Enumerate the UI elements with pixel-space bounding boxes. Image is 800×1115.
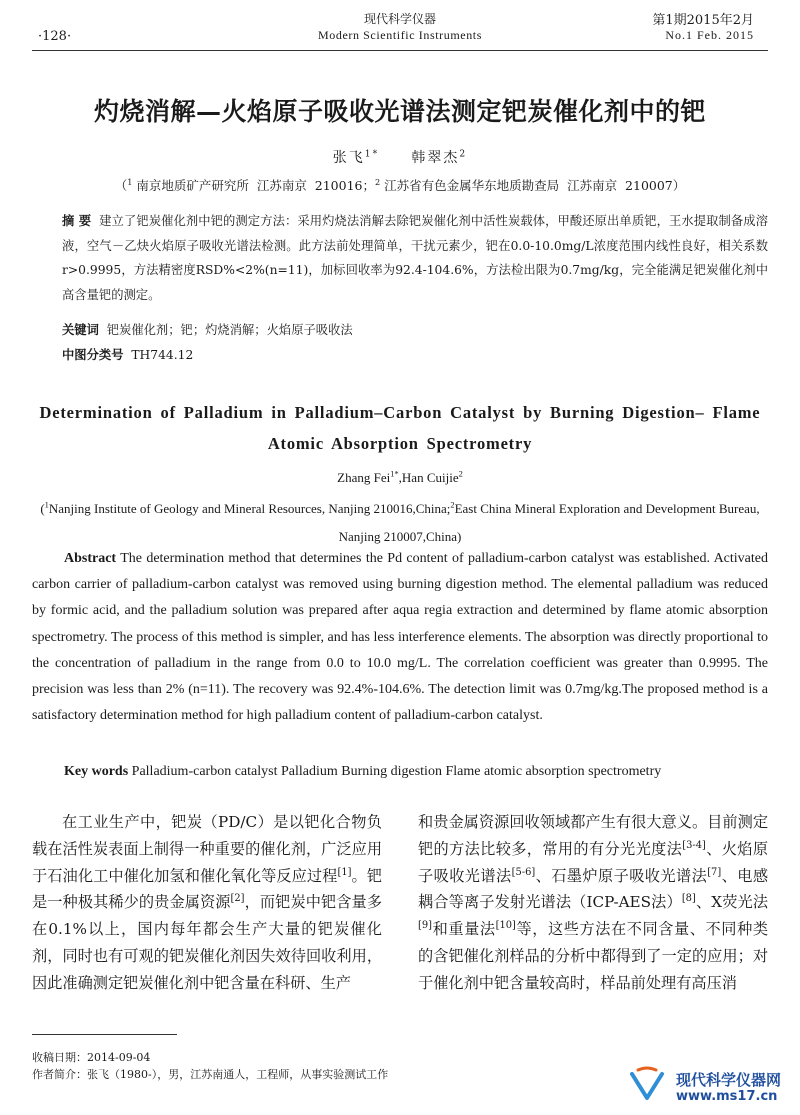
abstract-en (32, 546, 768, 729)
issue-date-cn: 第1期2015年2月 (652, 13, 754, 28)
watermark-url[interactable]: www.ms17.cn (676, 1089, 778, 1104)
running-header-journal-cn: 现代科学仪器 (363, 12, 436, 26)
author-sep: , (398, 470, 402, 485)
citation-ref: [7] (707, 866, 722, 878)
body-right-text-2: 、火焰原子吸收光谱法 (418, 839, 769, 885)
body-right-text-6: 和重量法 (432, 920, 496, 939)
header-divider (32, 50, 768, 51)
citation-ref: [5-6] (511, 866, 536, 878)
keywords-cn-label: 关键词 (62, 322, 99, 337)
citation-ref: [9] (418, 920, 432, 932)
author-bio: 作者简介：张飞（1980-），男，江苏南通人，工程师，从事实验测试工作 (32, 1068, 389, 1081)
issue-date-en: No.1 Feb. 2015 (665, 28, 754, 42)
authors-cn (0, 147, 800, 167)
footnote-divider (32, 1034, 177, 1035)
affiliation-cn (0, 176, 800, 194)
body-right-text-5: 、X荧光法 (695, 893, 769, 912)
affil-en-open: ( (40, 501, 45, 516)
affil-en-mark-1: 1 (44, 499, 49, 510)
paper-title-en-line2: Atomic Absorption Spectrometry (267, 434, 533, 453)
received-date: 收稿日期：2014-09-04 (32, 1051, 151, 1064)
keywords-en-text: Palladium-carbon catalyst Palladium Burning digestion Flame atomic absorption spectrometry (131, 764, 662, 779)
affil-mark-1: 1 (127, 176, 133, 187)
author-1-en: Zhang Fei (337, 470, 391, 485)
author-2-cn: 韩翠杰 (411, 150, 460, 166)
abstract-cn-label: 摘 要 (62, 213, 92, 228)
clc-value: TH744.12 (131, 348, 194, 362)
clc-label: 中图分类号 (62, 347, 124, 362)
author-1-mark: 1* (364, 149, 380, 160)
keywords-en (64, 764, 661, 780)
paper-title-en-line1: Determination of Palladium in Palladium–Carbon Catalyst by Burning Digestion– Flame (39, 403, 761, 422)
running-header-journal-en: Modern Scientific Instruments (317, 28, 483, 42)
watermark-site-name: 现代科学仪器网 (676, 1071, 782, 1089)
citation-ref: [1] (337, 866, 352, 878)
author-1-cn: 张飞 (332, 150, 365, 166)
citation-ref: [3-4] (682, 839, 706, 851)
affil-open: （ (114, 178, 128, 193)
body-left-text-1: 在工业生产中，钯炭（PD/C）是以钯化合物负载在活性炭表面上制得一种重要的催化剂，广泛应用于石油化工中催化加氢和催化氧化等反应过程 (32, 813, 382, 885)
citation-ref: [8] (681, 893, 696, 905)
paper-title-en (30, 397, 770, 459)
body-left-text-3: ，而钯炭中钯含量多在0.1%以上，国内每年都会生产大量的钯炭催化剂，同时也有可观的钯炭催化剂因失效待回收利用，因此准确测定钯炭催化剂中钯含量在科研、生产 (32, 893, 383, 992)
citation-ref: [2] (230, 893, 245, 905)
body-left-text-2: 。钯是一种极其稀少的贵金属资源 (32, 866, 383, 912)
body-right-text-1: 和贵金属资源回收领域都产生有很大意义。目前测定钯的方法比较多，常用的有分光光度法 (418, 813, 768, 858)
abstract-cn-text: 建立了钯炭催化剂中钯的测定方法：采用灼烧法消解去除钯炭催化剂中活性炭载体，甲酸还原出单质钯，王水提取制备成溶液，空气－乙炔火焰原子吸收光谱法检测。此方法前处理简单，干扰元素少，钯在0.0-10.0mg/L浓度范围内线性良好，相关系数r>0.9995，方法精密度RSD%<2%(n=11)，加标回收率为92.4-104.6%，方法检出限为0.7mg/kg，完全能满足钯炭催化剂中高含量钯的测定。 (62, 214, 768, 303)
body-column-left (32, 809, 382, 997)
affil-en-text-1: Nanjing Institute of Geology and Mineral Resources, Nanjing 210016,China; (48, 501, 451, 516)
affil-text-1: 南京地质矿产研究所 江苏南京 210016； (132, 178, 375, 193)
watermark-logo-icon (628, 1064, 666, 1102)
affil-text-2: 江苏省有色金属华东地质勘查局 江苏南京 210007） (380, 178, 686, 193)
author-2-en-mark: 2 (458, 468, 463, 479)
body-right-text-3: 、石墨炉原子吸收光谱法 (535, 866, 708, 885)
affiliation-en (40, 495, 760, 551)
clc-number (62, 345, 193, 363)
page-number: ·128· (38, 29, 72, 44)
affil-en-text-2: East China Mineral Exploration and Development Bureau, Nanjing 210007,China) (338, 501, 760, 544)
authors-en (0, 470, 800, 486)
affil-en-mark-2: 2 (450, 499, 455, 510)
body-right-text-7: 等，这些方法在不同含量、不同种类的含钯催化剂样品的分析中都得到了一定的应用；对于催化剂中钯含量较高时，样品前处理有高压消 (418, 920, 769, 992)
author-1-en-mark: 1* (390, 468, 399, 479)
author-2-en: Han Cuijie (401, 470, 459, 485)
keywords-cn-text: 钯炭催化剂；钯；灼烧消解；火焰原子吸收法 (106, 323, 353, 337)
affil-mark-2: 2 (375, 176, 381, 187)
author-2-mark: 2 (459, 149, 468, 160)
citation-ref: [10] (495, 920, 516, 932)
body-right-text-4: 、电感耦合等离子发射光谱法（ICP-AES法） (418, 866, 769, 912)
paper-title-cn: 灼烧消解—火焰原子吸收光谱法测定钯炭催化剂中的钯 (93, 97, 706, 126)
abstract-cn (62, 209, 768, 308)
abstract-en-text: The determination method that determines the Pd content of palladium-carbon catalyst was established. Activated carbon carrier of palladium-carbon catalyst was removed using burning digestion method. The elemental palladium was reduced by formic acid, and the palladium solution was prepared after aqua regia extraction and determined by flame atomic absorption spectrometry. The process of this method is simpler, and has less interference elements. The absorption was directly proportional to the concentration of palladium in the range from 0.0 to 10.0 mg/L. The correlation coefficient was greater than 0.9995. The precision was less than 2% (n=11). The recovery was 92.4%-104.6%. The detection limit was 0.7mg/kg.The proposed method is a satisfactory determination method for high palladium content of palladium-carbon catalyst. (32, 551, 768, 724)
keywords-en-label: Key words (64, 764, 129, 779)
keywords-cn (62, 320, 353, 338)
abstract-en-label: Abstract (64, 551, 117, 566)
body-column-right (418, 809, 768, 997)
